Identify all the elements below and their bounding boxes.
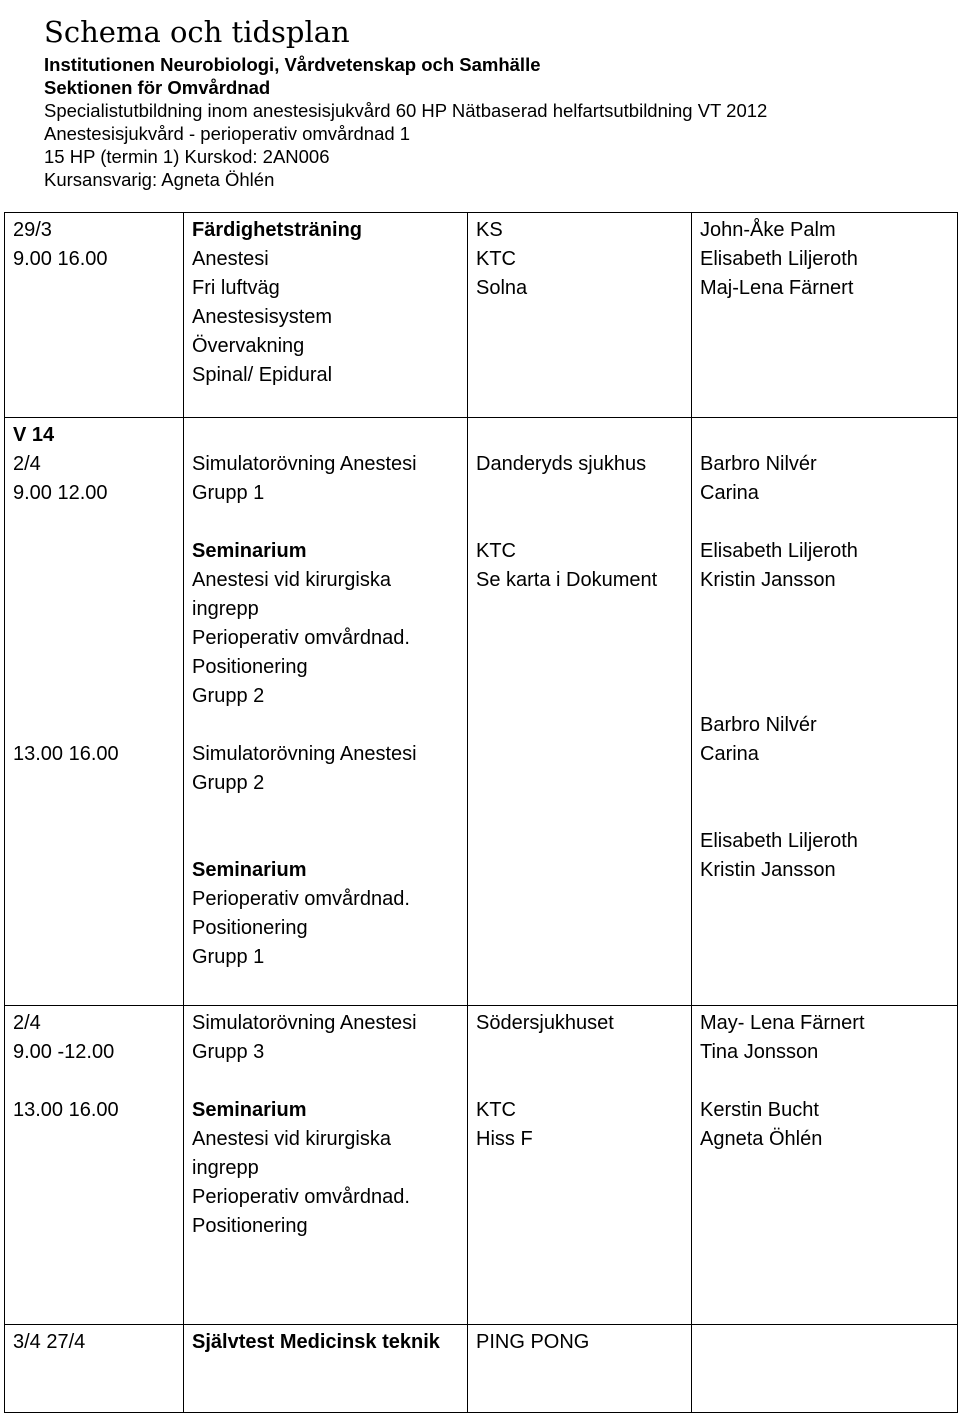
week-text: V 14	[13, 424, 55, 446]
activity-title: Självtest Medicinsk teknik	[192, 1331, 440, 1353]
place-line: KTC	[476, 1099, 516, 1121]
activity-line: Anestesi vid kirurgiska	[192, 1128, 391, 1150]
place-line: KTC	[476, 248, 516, 270]
activity-line: Grupp 2	[192, 685, 265, 707]
table-row	[5, 1325, 958, 1413]
teacher-cell	[692, 1006, 958, 1325]
teacher-name: Kerstin Bucht	[700, 1099, 819, 1121]
time-text: 13.00 16.00	[13, 743, 119, 765]
table-row	[5, 418, 958, 1006]
activity-line: Perioperativ omvårdnad.	[192, 627, 410, 649]
time-text: 13.00 16.00	[13, 1099, 119, 1121]
date-text: 29/3	[13, 219, 52, 241]
activity-line: Anestesi	[192, 248, 269, 270]
teacher-name: Carina	[700, 482, 759, 504]
place-line: PING PONG	[476, 1331, 590, 1353]
section-line: Sektionen för Omvårdnad	[44, 77, 271, 98]
teacher-cell	[692, 418, 958, 1006]
time-text: 9.00 16.00	[13, 248, 108, 270]
activity-line: Positionering	[192, 656, 308, 678]
time-cell	[5, 1006, 184, 1325]
place-cell	[468, 1325, 692, 1413]
place-cell	[468, 418, 692, 1006]
activity-line: Grupp 3	[192, 1041, 265, 1063]
teacher-name: Elisabeth Liljeroth	[700, 830, 858, 852]
place-line: Solna	[476, 277, 528, 299]
teacher-cell	[692, 1325, 958, 1413]
date-range-text: 3/4 27/4	[13, 1331, 86, 1353]
activity-title: Simulatorövning Anestesi	[192, 743, 417, 765]
time-text: 9.00 -12.00	[13, 1041, 115, 1063]
teacher-name: Carina	[700, 743, 759, 765]
teacher-name: Agneta Öhlén	[700, 1128, 823, 1150]
activity-title: Seminarium	[192, 540, 307, 562]
course-line: Anestesisjukvård - perioperativ omvårdnad 1	[44, 123, 411, 144]
activity-title: Simulatorövning Anestesi	[192, 1012, 417, 1034]
teacher-name: May- Lena Färnert	[700, 1012, 865, 1034]
activity-line: Positionering	[192, 1215, 308, 1237]
teacher-name: Barbro Nilvér	[700, 714, 817, 736]
activity-line: Anestesisystem	[192, 306, 333, 328]
activity-line: Övervakning	[192, 335, 305, 357]
teacher-name: John-Åke Palm	[700, 219, 836, 241]
teacher-cell	[692, 213, 958, 418]
place-line: Hiss F	[476, 1128, 533, 1150]
teacher-name: Barbro Nilvér	[700, 453, 817, 475]
activity-cell	[184, 213, 468, 418]
activity-line: Perioperativ omvårdnad.	[192, 888, 410, 910]
time-cell	[5, 418, 184, 1006]
time-cell	[5, 213, 184, 418]
place-cell	[468, 213, 692, 418]
activity-title: Simulatorövning Anestesi	[192, 453, 417, 475]
activity-line: Grupp 2	[192, 772, 265, 794]
program-line: Specialistutbildning inom anestesisjukvård 60 HP Nätbaserad helfartsutbildning VT 2012	[44, 100, 768, 121]
place-line: KTC	[476, 540, 516, 562]
teacher-name: Elisabeth Liljeroth	[700, 248, 858, 270]
place-line: Södersjukhuset	[476, 1012, 614, 1034]
place-cell	[468, 1006, 692, 1325]
activity-title: Seminarium	[192, 859, 307, 881]
activity-line: Perioperativ omvårdnad.	[192, 1186, 410, 1208]
teacher-name: Elisabeth Liljeroth	[700, 540, 858, 562]
teacher-name: Kristin Jansson	[700, 569, 836, 591]
table-row	[5, 213, 958, 418]
time-cell	[5, 1325, 184, 1413]
activity-cell	[184, 418, 468, 1006]
activity-line: Fri luftväg	[192, 277, 280, 299]
activity-line: Anestesi vid kirurgiska	[192, 569, 391, 591]
activity-line: Grupp 1	[192, 946, 265, 968]
activity-title: Seminarium	[192, 1099, 307, 1121]
activity-line: Grupp 1	[192, 482, 265, 504]
course-code-line: 15 HP (termin 1) Kurskod: 2AN006	[44, 146, 330, 167]
activity-title: Färdighetsträning	[192, 219, 363, 241]
place-line: KS	[476, 219, 503, 241]
activity-line: Spinal/ Epidural	[192, 364, 333, 386]
activity-cell	[184, 1006, 468, 1325]
place-line: Se karta i Dokument	[476, 569, 658, 591]
teacher-name: Maj-Lena Färnert	[700, 277, 854, 299]
date-text: 2/4	[13, 453, 41, 475]
institution-line: Institutionen Neurobiologi, Vårdvetenskap och Samhälle	[44, 54, 541, 75]
teacher-name: Kristin Jansson	[700, 859, 836, 881]
time-text: 9.00 12.00	[13, 482, 108, 504]
activity-line: Positionering	[192, 917, 308, 939]
table-row	[5, 1006, 958, 1325]
date-text: 2/4	[13, 1012, 41, 1034]
activity-cell	[184, 1325, 468, 1413]
activity-line: ingrepp	[192, 1157, 259, 1179]
place-line: Danderyds sjukhus	[476, 453, 647, 475]
schedule-table	[4, 212, 958, 1413]
activity-line: ingrepp	[192, 598, 259, 620]
teacher-name: Tina Jonsson	[700, 1041, 819, 1063]
course-responsible-line: Kursansvarig: Agneta Öhlén	[44, 169, 275, 190]
page-title: Schema och tidsplan	[44, 15, 350, 50]
